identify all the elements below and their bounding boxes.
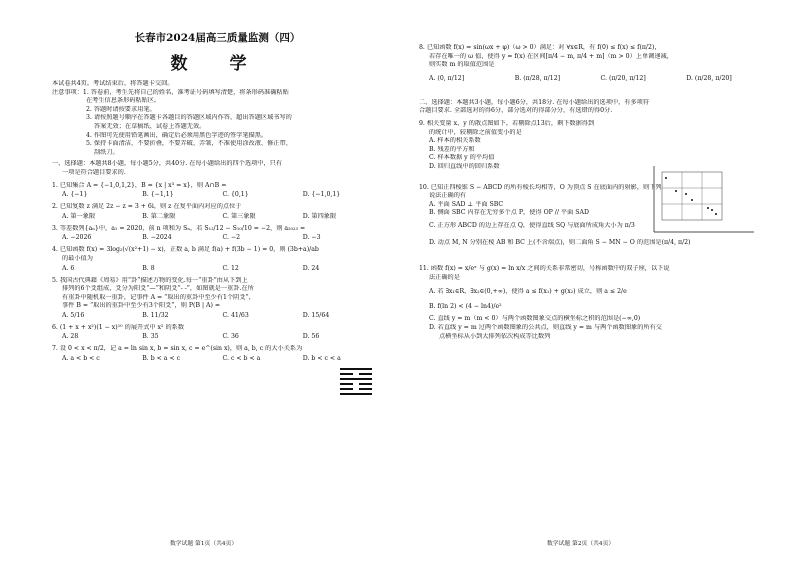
section-heading: 一、选择题：本题共8小题，每小题5分，共40分. 在每小题给出的四个选项中，只有 (52, 160, 283, 168)
option-b: B. 8 (142, 264, 155, 272)
point (711, 209, 713, 211)
option-a: A. 5/16 (62, 311, 85, 319)
option-c: C. 样本数据 y 的平均值 (429, 154, 495, 162)
question-stem: 11. 函数 f(x) = x/eˣ 与 g(x) = ln x/x 之间的关系非常密切，号称函数中的双子座，以下说 (419, 265, 670, 273)
option-b: B. b < a < c (142, 355, 181, 363)
yang-line (340, 378, 372, 380)
yang-line (340, 368, 372, 370)
question-stem: 1. 已知集合 A = {−1,0,1,2}，B = {x | x³ = x}，则 A∩B = (52, 181, 227, 189)
option-a: A. 样本的相关系数 (429, 137, 481, 145)
option-d: D. {−1,0,1} (302, 191, 341, 199)
question-stem: 事件 B = “取出的重卦中至少有3个阳爻”，则 P(B | A) = (62, 302, 221, 310)
option-d: D. b < c < a (302, 355, 341, 363)
options (52, 264, 383, 273)
options (52, 332, 383, 341)
question-4 (52, 246, 383, 272)
option-b: B. 侧面 SBC 内存在无穷多个点 P，使得 OP // 平面 SAD (429, 209, 589, 217)
section-heading: 二、选择题：本题共3小题，每小题6分，共18分. 在每小题给出的选项中，有多项符 (419, 98, 650, 106)
point (691, 199, 693, 201)
scatter-plot (640, 164, 758, 239)
options (52, 233, 383, 242)
option-d: D. 第四象限 (302, 212, 337, 220)
intro-line: 2. 答题时请按要求用笔。 (86, 105, 156, 113)
option-a: A. 28 (62, 333, 79, 341)
point (675, 190, 677, 192)
option-c: C. 36 (222, 333, 239, 341)
point (707, 207, 709, 209)
options (52, 311, 383, 320)
option-a: A. {−1} (62, 191, 88, 199)
option-d: D. 回归直线中的回归系数 (429, 162, 500, 170)
options (52, 354, 383, 363)
question-5 (52, 277, 383, 320)
question-stem: 5. 我国古代典籍《周易》用“卦”描述万物的变化.每一“重卦”由从下到上 (52, 276, 248, 284)
option-d: D. 24 (302, 264, 320, 272)
options (52, 190, 383, 199)
intro-line: 3. 请按照题号顺序在答题卡各题目的答题区域内作答，超出答题区域书写的 (86, 114, 292, 122)
question-stem: 7. 设 0 < x < π/2，记 a = ln sin x, b = sin x, c = e^(sin x)，则 a, b, c 的大小关系为 (52, 345, 303, 353)
intro-line: 4. 作图可先使用铅笔画出，确定后必须用黑色字迹的签字笔描黑。 (86, 131, 268, 139)
option-d: D. 动点 M, N 分别在棱 AB 和 BC 上(不含端点)，则二面角 S − MN − O 的范围是(π/4, π/2) (429, 238, 691, 246)
question-stem: 8. 已知函数 f(x) = sin(ωx + φ)（ω > 0）满足：对 ∀x∈R，有 f(0) ≤ f(x) ≤ f(π/2)， (419, 44, 661, 51)
option-d: D. 15/64 (302, 311, 330, 319)
question-stem: 6. (1 + x + x²)(1 − x)¹⁰ 的展开式中 x² 的系数 (52, 323, 185, 331)
question-stem: 说法正确的有 (429, 192, 467, 200)
intro-line: 5. 保持卡面清洁，不要折叠，不要弄破、弄皱，不准使用涂改液、修正带、 (86, 140, 292, 148)
option-c: C. (π/20, π/12] (600, 74, 646, 82)
options (419, 74, 772, 83)
intro-line: 注意事项：1. 答卷前，考生先将自己的姓名、准考证号码填写清楚，将条形码准确粘贴 (52, 88, 289, 96)
option-a: A. 第一象限 (62, 212, 96, 220)
question-stem: 有重卦中随机取一重卦，记事件 A = “取出的重卦中至少有1个阴爻”， (62, 293, 255, 301)
right-page (397, 0, 794, 561)
intro-line: 答案无效；在草稿纸、试卷上答题无效。 (94, 122, 206, 130)
page-footer: 数学试题 第2页（共4页） (547, 541, 615, 547)
question-2 (52, 203, 383, 221)
subject-heading: 数 学 (170, 54, 265, 74)
question-6 (52, 324, 383, 342)
point-13 (665, 177, 667, 179)
option-c: C. 12 (222, 264, 239, 272)
option-c: C. 直线 y = m（m < 0）与两个函数图象交点的横坐标之积的范围是(−∞,0) (429, 315, 641, 323)
question-stem: 10. 已知正四棱锥 S − ABCD 的所有棱长均相等，O 为顶点 S 在底面内的射影，则下列 (419, 183, 662, 191)
yin-line (340, 383, 372, 385)
intro-line: 在考生信息条形码粘贴区。 (86, 97, 161, 105)
yang-line (340, 393, 372, 395)
hexagram-figure (340, 368, 372, 398)
question-3 (52, 225, 383, 243)
yin-line (340, 388, 372, 390)
option-a: A. (0, π/12] (429, 74, 465, 82)
option-b: B. f(ln 2) < (4 − ln4)/e² (429, 302, 502, 310)
option-c: C. c < b < a (222, 355, 261, 363)
point (685, 193, 687, 195)
question-stem: 的统计中，较剔除之前值变小的是 (429, 128, 522, 136)
option-b: B. 35 (142, 333, 159, 341)
intro-line: 刮纸刀。 (94, 148, 119, 156)
option-c: C. 正方形 ABCD 的边上存在点 Q，使得直线 SQ 与底面所成角大小为 π/3 (429, 221, 635, 229)
option-a: A. 若 ∃x₁∈R，∃x₂∈(0,+∞)，使得 a ≤ f(x₁) + g(x₂) 成立，则 a ≤ 2/e (429, 288, 627, 296)
option-d: D. 若直线 y = m 过两个函数图象的公共点，则直线 y = m 与两个函数图象的所有交 (429, 324, 662, 332)
point (715, 213, 717, 215)
options (52, 212, 383, 221)
option-a: A. 平面 SAD ⊥ 平面 SBC (429, 200, 504, 208)
option-a: A. a < b < c (62, 355, 100, 363)
question-7 (52, 345, 383, 363)
question-stem: 4. 已知函数 f(x) = 3log₂(√(x²+1) − x)，正数 a, b 满足 f(a) + f(3b − 1) = 0，则 (3b+a)/ab (52, 246, 319, 254)
question-stem: 法正确的是 (429, 273, 460, 281)
plot-frame (662, 172, 722, 220)
question-stem: 的最小值为 (62, 254, 93, 262)
option-b: B. {−1,1} (142, 191, 174, 199)
option-b: B. 残差的平方和 (429, 145, 475, 153)
option-b: B. 第二象限 (142, 212, 176, 220)
question-11 (419, 265, 772, 341)
option-c: C. {0,1} (222, 191, 249, 199)
option-d-continued: 点横坐标从小到大排列依次构成等比数列 (439, 332, 551, 340)
option-b: B. (π/28, π/12] (514, 74, 561, 82)
question-stem: 排列的6个爻组成，爻分为阳爻“—”和阴爻“- -”，如图就是一重卦.在所 (62, 285, 254, 293)
option-a: A. 6 (62, 264, 75, 272)
intro-line: 本试卷共4页。考试结束后，将答题卡交回。 (52, 80, 174, 87)
option-d: D. 56 (302, 333, 320, 341)
question-1 (52, 182, 383, 200)
question-stem: 若存在唯一的 ω 值，使得 y = f(x) 在区间[π/4 − m, π/4 + m]（m > 0）上单调递减， (429, 52, 673, 60)
question-stem: 则实数 m 的取值范围是 (429, 61, 495, 69)
option-b: B. −2024 (142, 234, 172, 242)
option-c: C. −2 (222, 234, 241, 242)
option-d: D. (π/28, π/20] (686, 74, 732, 82)
question-stem: 9. 相关变量 x、y 的散点图如下，若剔除点13后，剩下数据得到 (419, 119, 595, 127)
option-d: D. −3 (302, 234, 321, 242)
option-b: B. 11/32 (142, 311, 169, 319)
question-8 (419, 44, 772, 83)
option-c: C. 第三象限 (222, 212, 256, 220)
section-heading: 一项是符合题目要求的. (62, 168, 126, 176)
option-a: A. −2026 (62, 234, 92, 242)
yin-line (340, 373, 372, 375)
question-stem: 3. 等差数列{aₙ}中，a₁ = 2020，前 n 项和为 Sₙ，若 S₁₂/12 − S₁₀/10 = −2，则 a₂₀₂₃ = (52, 224, 306, 232)
option-c: C. 41/63 (222, 311, 249, 319)
section-heading: 合题目要求. 全部选对的得6分，部分选对的得部分分，有选错的得0分. (419, 107, 613, 115)
page-title: 长春市2024届高三质量监测（四） (134, 32, 301, 44)
page-footer: 数学试题 第1页（共4页） (170, 541, 238, 547)
question-stem: 2. 已知复数 z 满足 2z − z = 3 + 6i，则 z 在复平面内对应的点位于 (52, 203, 242, 211)
